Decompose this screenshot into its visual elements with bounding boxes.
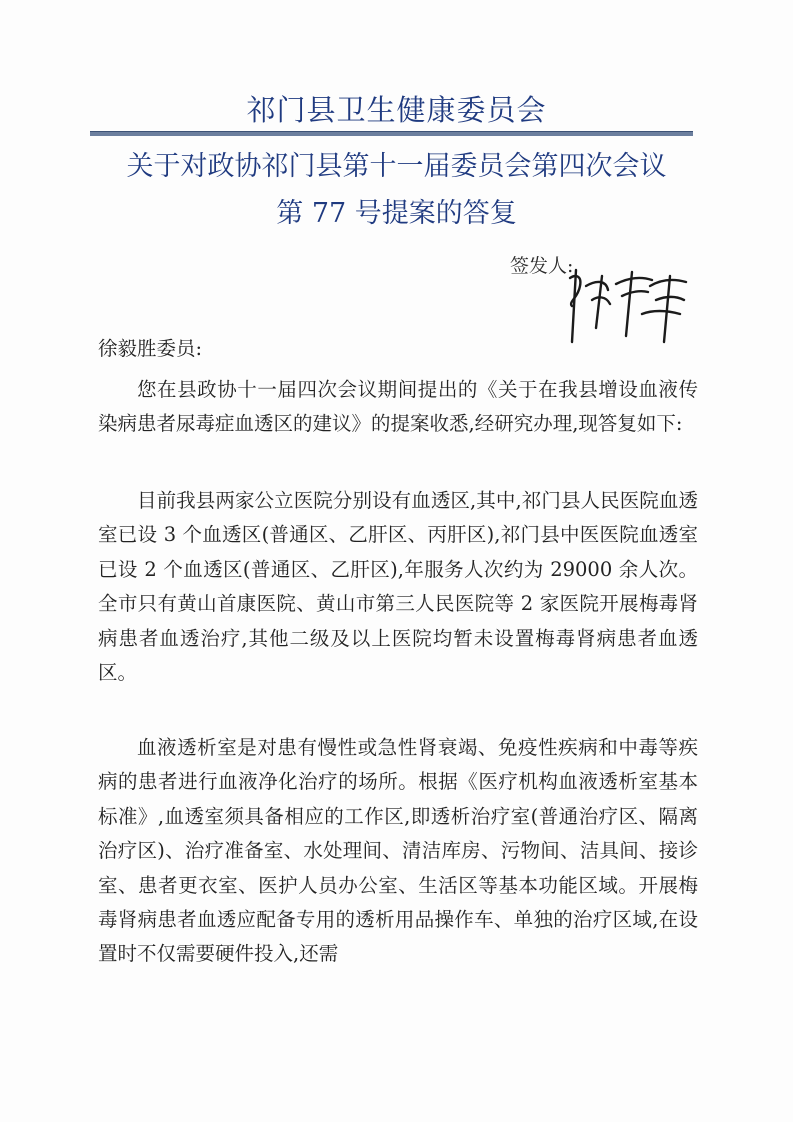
- signature-icon: [556, 256, 706, 356]
- title-line-2: 第 77 号提案的答复: [276, 198, 517, 229]
- paragraph-2: 目前我县两家公立医院分别设有血透区,其中,祁门县人民医院血透室已设 3 个血透区(普通区、乙肝区、丙肝区),祁门县中医医院血透室已设 2 个血透区(普通区、乙肝区),年服务人次约为 29000 余人次。全市只有黄山首康医院、黄山市第三人民医院等 2 家医院开展梅毒肾病患者血透治疗,其他二级及以上医院均暂未设置梅毒肾病患者血透区。: [98, 489, 698, 685]
- organization-header: 祁门县卫生健康委员会: [246, 93, 547, 127]
- handwritten-signature: [556, 256, 706, 356]
- signer-label: 签发人:: [510, 255, 574, 277]
- salutation: 徐毅胜委员:: [98, 337, 203, 360]
- paragraph-1: 您在县政协十一届四次会议期间提出的《关于在我县增设血液传染病患者尿毒症血透区的建议》的提案收悉,经研究办理,现答复如下:: [98, 378, 698, 436]
- document-title: [88, 143, 705, 237]
- header-divider: [90, 131, 693, 136]
- title-line-1: 关于对政协祁门县第十一届委员会第四次会议: [126, 151, 667, 182]
- paragraph-3: 血液透析室是对患有慢性或急性肾衰竭、免疫性疾病和中毒等疾病的患者进行血液净化治疗的场所。根据《医疗机构血液透析室基本标准》,血透室须具备相应的工作区,即透析治疗室(普通治疗区、隔离治疗区)、治疗准备室、水处理间、清洁库房、污物间、洁具间、接诊室、患者更衣室、医护人员办公室、生活区等基本功能区域。开展梅毒肾病患者血透应配备专用的透析用品操作车、单独的治疗区域,在设置时不仅需要硬件投入,还需: [98, 736, 698, 966]
